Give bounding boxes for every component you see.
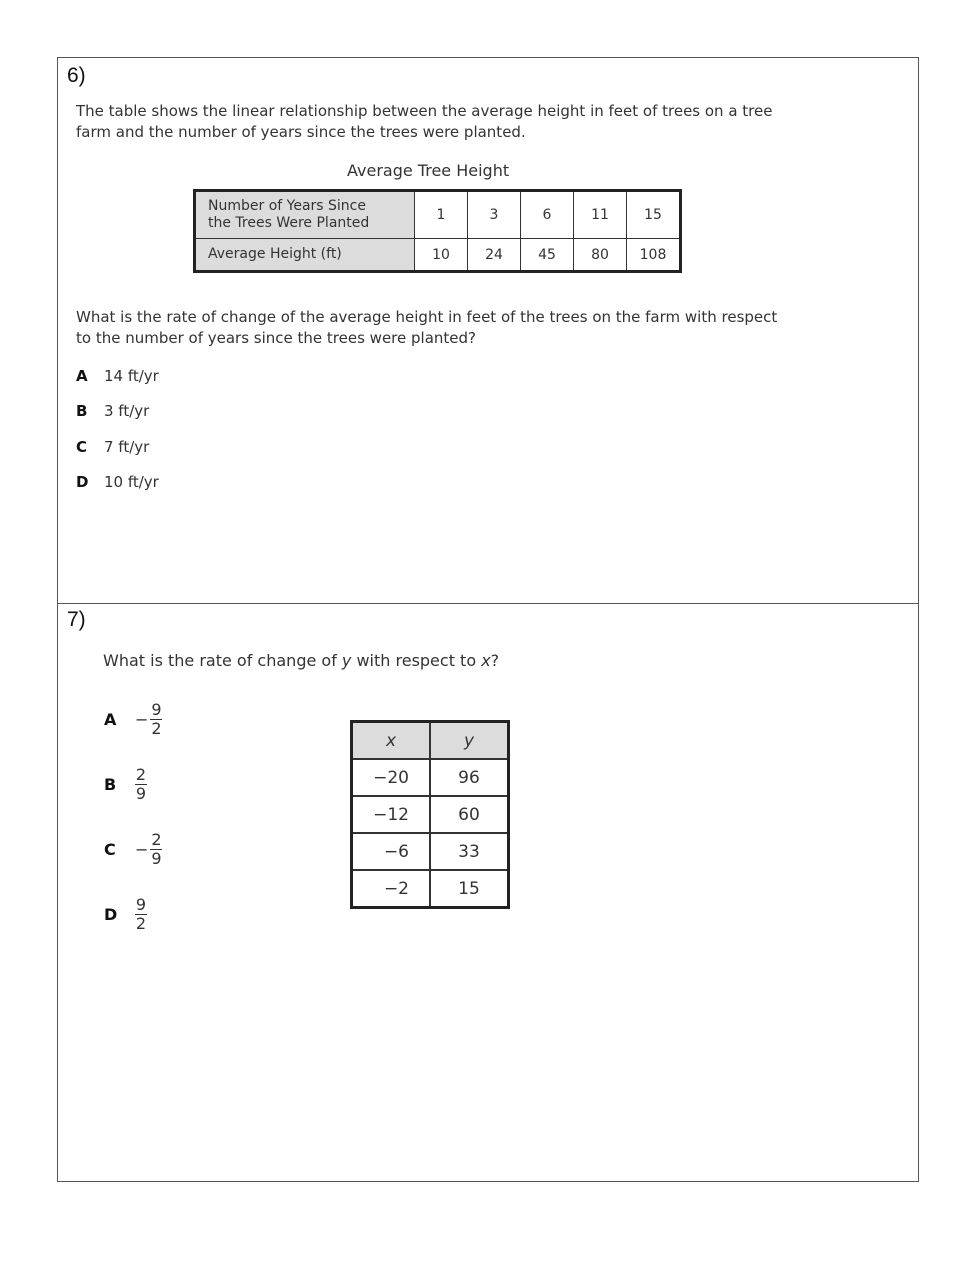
fraction-denominator: 2: [135, 914, 147, 933]
q6-choice-c[interactable]: [76, 438, 149, 456]
q6-choice-d[interactable]: [76, 473, 159, 491]
question-6-number: 6): [67, 64, 86, 87]
height-cell: 80: [574, 239, 627, 272]
fraction: [135, 766, 147, 803]
years-cell: 11: [574, 191, 627, 239]
y-cell: 33: [430, 833, 509, 870]
q7-prompt-mid: with respect to: [351, 651, 482, 670]
q7-prompt-pre: What is the rate of change of: [103, 651, 342, 670]
height-row-header: Average Height (ft): [195, 239, 415, 272]
choice-letter: D: [104, 905, 118, 924]
years-cell: 6: [521, 191, 574, 239]
fraction: [135, 896, 147, 933]
x-cell: −12: [352, 796, 431, 833]
height-cell: 108: [627, 239, 681, 272]
question-6-intro: [76, 101, 772, 143]
years-cell: 3: [468, 191, 521, 239]
choice-letter: C: [104, 840, 116, 859]
q7-choice-c[interactable]: [104, 831, 162, 868]
q7-choice-b[interactable]: [104, 766, 147, 803]
question-6-prompt-line2: to the number of years since the trees were planted?: [76, 329, 476, 347]
y-header: y: [430, 722, 509, 760]
height-cell: 24: [468, 239, 521, 272]
years-header-line2: the Trees Were Planted: [208, 215, 370, 231]
q7-choice-a[interactable]: [104, 701, 162, 738]
choice-text: 7 ft/yr: [104, 438, 150, 456]
choice-text: 10 ft/yr: [104, 473, 159, 491]
years-header-line1: Number of Years Since: [208, 198, 366, 214]
x-header: x: [352, 722, 431, 760]
height-cell: 45: [521, 239, 574, 272]
q7-prompt-end: ?: [490, 651, 500, 670]
fraction-numerator: 2: [135, 765, 147, 784]
table-row: [352, 833, 509, 870]
years-cell: 15: [627, 191, 681, 239]
tree-table-title: Average Tree Height: [347, 161, 510, 180]
question-6-intro-line1: The table shows the linear relationship between the average height in feet of trees on a tree: [76, 102, 773, 120]
q7-prompt-x: x: [481, 651, 491, 670]
choice-letter: D: [76, 473, 89, 491]
choice-letter: B: [76, 402, 88, 420]
fraction-numerator: 2: [151, 830, 162, 849]
question-6-prompt-line1: What is the rate of change of the average height in feet of the trees on the farm with respect: [76, 308, 778, 326]
fraction-denominator: 9: [151, 849, 162, 868]
xy-table: [350, 720, 510, 909]
choice-text: 14 ft/yr: [104, 367, 159, 385]
choice-letter: B: [104, 775, 117, 794]
height-row: [195, 239, 681, 272]
fraction-numerator: 9: [135, 895, 147, 914]
q6-choice-a[interactable]: [76, 367, 159, 385]
question-7-number: 7): [67, 608, 86, 631]
question-6-prompt: [76, 307, 777, 349]
fraction-denominator: 9: [135, 784, 147, 803]
table-row: [352, 796, 509, 833]
years-row-header: [195, 191, 415, 239]
fraction: [150, 701, 162, 738]
tree-height-table: [193, 189, 682, 273]
y-cell: 60: [430, 796, 509, 833]
y-cell: 15: [430, 870, 509, 908]
minus-sign: −: [135, 710, 149, 729]
choice-letter: A: [104, 710, 117, 729]
choice-letter: A: [76, 367, 88, 385]
years-cell: 1: [415, 191, 468, 239]
fraction: [150, 831, 162, 868]
x-cell: −20: [352, 759, 431, 796]
q7-choice-d[interactable]: [104, 896, 147, 933]
q7-prompt-y: y: [341, 651, 352, 670]
xy-header-row: [352, 722, 509, 760]
fraction-denominator: 2: [151, 719, 162, 738]
question-divider: [58, 603, 918, 604]
x-cell: −2: [352, 870, 431, 908]
fraction-numerator: 9: [151, 700, 162, 719]
y-cell: 96: [430, 759, 509, 796]
question-7-prompt: [103, 650, 499, 671]
minus-sign: −: [135, 840, 149, 859]
years-row: [195, 191, 681, 239]
choice-letter: C: [76, 438, 88, 456]
q6-choice-b[interactable]: [76, 402, 149, 420]
worksheet-frame: [57, 57, 919, 1182]
table-row: [352, 870, 509, 908]
question-6-intro-line2: farm and the number of years since the trees were planted.: [76, 123, 526, 141]
choice-text: 3 ft/yr: [104, 402, 150, 420]
table-row: [352, 759, 509, 796]
height-cell: 10: [415, 239, 468, 272]
x-cell: −6: [352, 833, 431, 870]
